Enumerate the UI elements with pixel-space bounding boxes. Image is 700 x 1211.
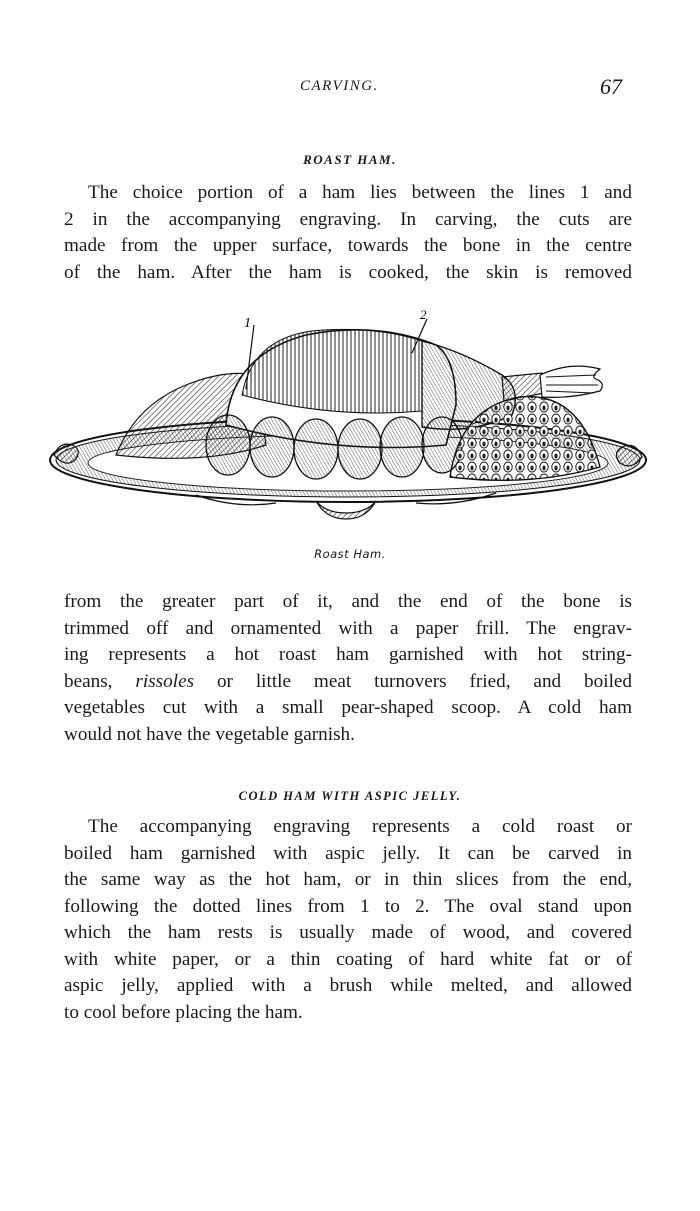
text-line: trimmed off and ornamented with a paper frill. The engrav- bbox=[64, 617, 632, 639]
paragraph-roast-ham-intro bbox=[64, 180, 632, 286]
carving-line-2-label: 2 bbox=[420, 307, 427, 322]
text-line: The accompanying engraving represents a cold roast or bbox=[88, 816, 632, 837]
text-line: boiled ham garnished with aspic jelly. It can be carved in bbox=[64, 842, 632, 864]
text-line: vegetables cut with a small pear-shaped scoop. A cold ham bbox=[64, 697, 632, 718]
text-line bbox=[64, 669, 632, 696]
running-head bbox=[0, 74, 700, 102]
text-line: aspic jelly, applied with a brush while melted, and allowed bbox=[64, 975, 632, 996]
text-run: or little meat turnovers fried, and boiled bbox=[194, 670, 633, 692]
italic-term-rissoles: rissoles bbox=[135, 670, 195, 692]
text-line: from the greater part of it, and the end of the bone is bbox=[64, 591, 632, 612]
bone-paper-frill bbox=[502, 366, 602, 401]
figure-caption: Roast Ham. bbox=[314, 547, 386, 561]
paragraph-cold-ham bbox=[64, 814, 632, 1026]
text-line: following the dotted lines from 1 to 2. The oval stand upon bbox=[64, 895, 632, 917]
text-line: 2 in the accompanying engraving. In carving, the cuts are bbox=[64, 208, 632, 230]
paragraph-roast-ham-description bbox=[64, 589, 632, 748]
section-heading-roast-ham: ROAST HAM. bbox=[303, 152, 397, 167]
carving-line-1-label: 1 bbox=[244, 316, 251, 331]
roast-ham-engraving bbox=[46, 305, 650, 535]
running-title: CARVING. bbox=[300, 78, 379, 94]
text-line: The choice portion of a ham lies between the lines 1 and bbox=[88, 182, 632, 203]
text-line: ing represents a hot roast ham garnished with hot string- bbox=[64, 644, 632, 665]
text-line: to cool before placing the ham. bbox=[64, 1001, 303, 1023]
page-number: 67 bbox=[600, 74, 622, 99]
text-line: the same way as the hot ham, or in thin slices from the end, bbox=[64, 869, 632, 890]
text-line: would not have the vegetable garnish. bbox=[64, 723, 355, 745]
text-line: made from the upper surface, towards the bone in the centre bbox=[64, 235, 632, 256]
text-line: with white paper, or a thin coating of hard white fat or of bbox=[64, 948, 632, 970]
text-run: beans, bbox=[64, 670, 136, 692]
section-heading-cold-ham: COLD HAM WITH ASPIC JELLY. bbox=[238, 789, 462, 803]
text-line: of the ham. After the ham is cooked, the skin is removed bbox=[64, 261, 632, 283]
text-line: which the ham rests is usually made of wood, and covered bbox=[64, 922, 632, 943]
